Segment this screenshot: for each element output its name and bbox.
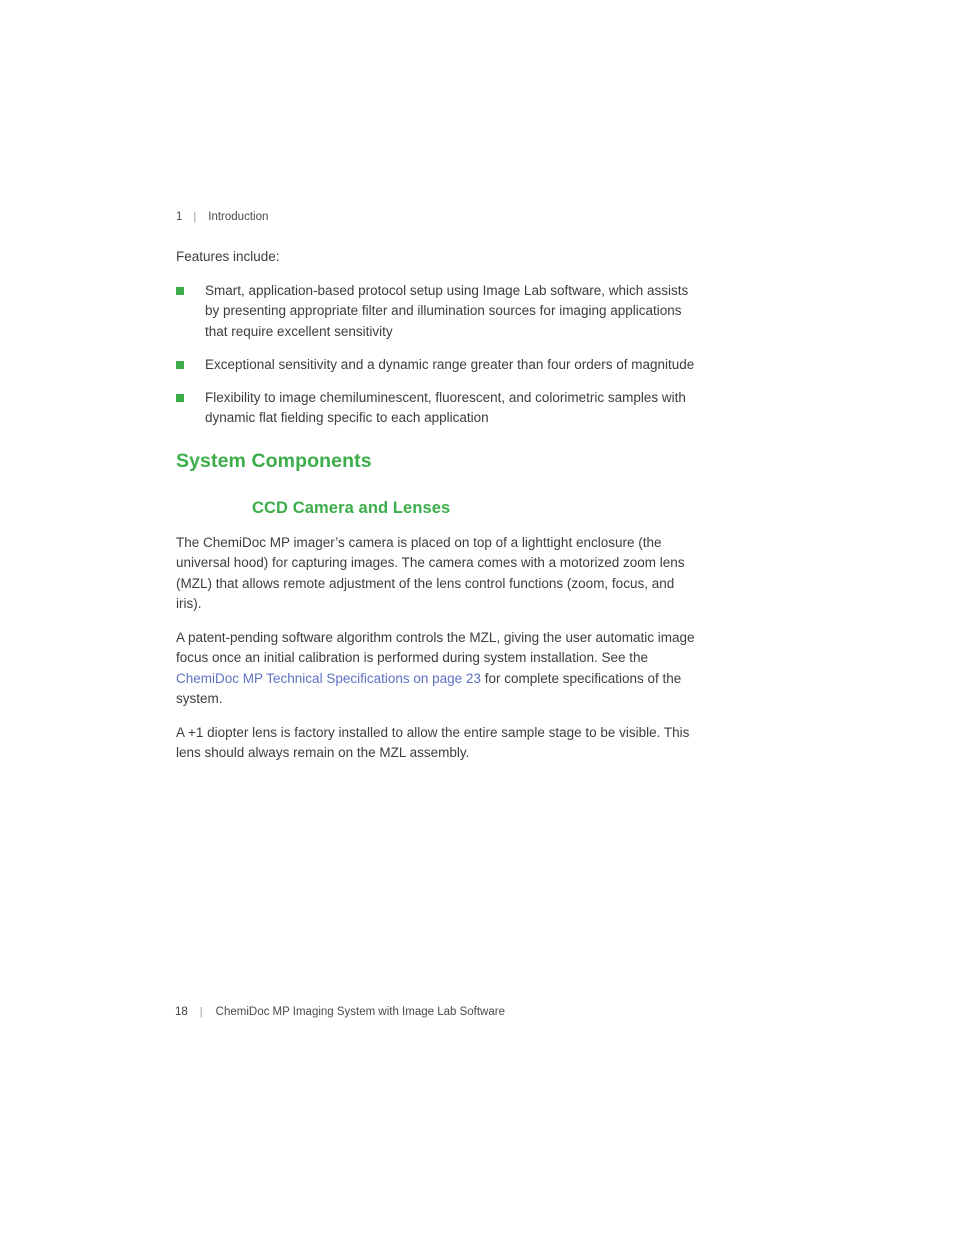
paragraph: A +1 diopter lens is factory installed to allow the entire sample stage to be visible. This lens should always remain on the MZL assembly. [176, 724, 690, 760]
section-heading: System Components [176, 449, 372, 472]
bullet-square-icon [176, 361, 184, 369]
page-number: 18 [175, 1006, 188, 1018]
page-body [176, 247, 782, 777]
paragraph-text: A patent-pending software algorithm controls the MZL, giving the user automatic image focus once an initial calibration is performed during system installation. See the [176, 629, 695, 665]
paragraph: The ChemiDoc MP imager’s camera is placed on top of a lighttight enclosure (the universal hood) for capturing images. The camera comes with a motorized zoom lens (MZL) that allows remote adjustment of the lens control functions (zoom, focus, and iris). [176, 534, 685, 611]
list-item [176, 355, 700, 376]
running-footer [175, 1006, 505, 1018]
running-header [176, 211, 268, 223]
feature-bullet-list [176, 281, 700, 429]
paragraph-with-link [176, 628, 700, 710]
paragraph-text: for complete specifications of the system. [176, 670, 682, 706]
list-item [176, 281, 700, 343]
header-divider: | [193, 211, 197, 223]
technical-specifications-link[interactable]: ChemiDoc MP Technical Specifications on page 23 [176, 670, 481, 686]
bullet-text: Flexibility to image chemiluminescent, fluorescent, and colorimetric samples with dynamic flat fielding specific to each application [205, 389, 686, 425]
bullet-text: Exceptional sensitivity and a dynamic range greater than four orders of magnitude [205, 356, 695, 372]
bullet-square-icon [176, 394, 184, 402]
bullet-text: Smart, application-based protocol setup using Image Lab software, which assists by presenting appropriate filter and illumination sources for imaging applications that require excellent sensitivity [205, 282, 689, 339]
chapter-number: 1 [176, 211, 183, 223]
footer-title: ChemiDoc MP Imaging System with Image Lab Software [215, 1006, 505, 1018]
list-item [176, 388, 700, 429]
footer-divider: | [199, 1006, 203, 1018]
bullet-square-icon [176, 287, 184, 295]
subsection-heading: CCD Camera and Lenses [252, 498, 451, 517]
chapter-title: Introduction [208, 211, 269, 223]
intro-line: Features include: [176, 249, 280, 264]
